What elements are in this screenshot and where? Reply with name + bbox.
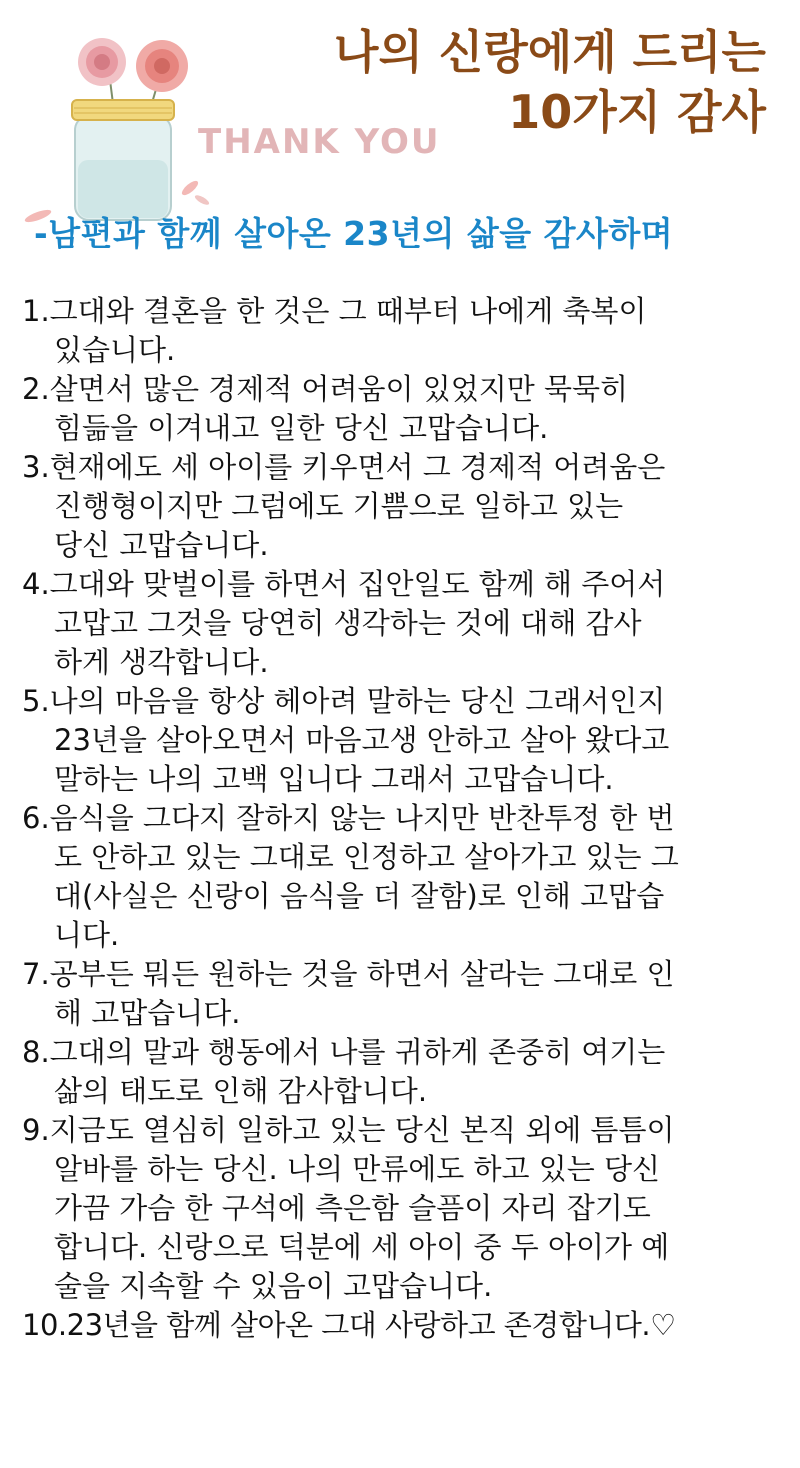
list-item	[22, 370, 782, 448]
list-item	[22, 1111, 782, 1306]
list-item-line: 10.23년을 함께 살아온 그대 사랑하고 존경합니다.♡	[22, 1308, 676, 1342]
list-item-line: 합니다. 신랑으로 덕분에 세 아이 중 두 아이가 예	[54, 1230, 670, 1264]
list-item-line: 2.살면서 많은 경제적 어려움이 있었지만 묵묵히	[22, 372, 629, 406]
flower-left	[78, 38, 126, 86]
list-item-line: 힘듦을 이겨내고 일한 당신 고맙습니다.	[54, 411, 549, 445]
list-item	[22, 565, 782, 682]
list-item	[22, 292, 782, 370]
list-item	[22, 799, 782, 955]
list-item-line: 고맙고 그것을 당연히 생각하는 것에 대해 감사	[54, 606, 642, 640]
list-item-line: 있습니다.	[54, 333, 176, 367]
page-title	[334, 22, 766, 142]
list-item-line: 4.그대와 맞벌이를 하면서 집안일도 함께 해 주어서	[22, 567, 666, 601]
list-item-line: 니다.	[54, 918, 120, 952]
list-item-line: 술을 지속할 수 있음이 고맙습니다.	[54, 1269, 493, 1303]
list-item-line: 당신 고맙습니다.	[54, 528, 269, 562]
list-item-line: 도 안하고 있는 그대로 인정하고 살아가고 있는 그	[54, 840, 679, 874]
title-line-2: 10가지 감사	[508, 85, 766, 139]
list-item-line: 진행형이지만 그럼에도 기쁨으로 일하고 있는	[54, 489, 624, 523]
list-item	[22, 682, 782, 799]
flower-right	[136, 40, 188, 92]
gratitude-list	[22, 292, 782, 1345]
header	[0, 0, 800, 270]
list-item-line: 삶의 태도로 인해 감사합니다.	[54, 1074, 428, 1108]
list-item-line: 하게 생각합니다.	[54, 645, 269, 679]
list-item-line: 6.음식을 그다지 잘하지 않는 나지만 반찬투정 한 번	[22, 801, 675, 835]
list-item	[22, 955, 782, 1033]
list-item-line: 말하는 나의 고백 입니다 그래서 고맙습니다.	[54, 762, 614, 796]
list-item-line: 1.그대와 결혼을 한 것은 그 때부터 나에게 축복이	[22, 294, 647, 328]
list-item	[22, 448, 782, 565]
list-item	[22, 1033, 782, 1111]
list-item-line: 대(사실은 신랑이 음식을 더 잘함)로 인해 고맙습	[54, 879, 665, 913]
list-item-line: 8.그대의 말과 행동에서 나를 귀하게 존중히 여기는	[22, 1035, 666, 1069]
list-item-line: 7.공부든 뭐든 원하는 것을 하면서 살라는 그대로 인	[22, 957, 675, 991]
subtitle: -남편과 함께 살아온 23년의 삶을 감사하며	[34, 214, 674, 253]
thank-you-text: THANK YOU	[198, 122, 441, 162]
list-item-line: 가끔 가슴 한 구석에 측은함 슬픔이 자리 잡기도	[54, 1191, 651, 1225]
list-item-line: 23년을 살아오면서 마음고생 안하고 살아 왔다고	[54, 723, 670, 757]
list-item-line: 알바를 하는 당신. 나의 만류에도 하고 있는 당신	[54, 1152, 661, 1186]
title-line-1: 나의 신랑에게 드리는	[334, 25, 766, 79]
list-item-line: 9.지금도 열심히 일하고 있는 당신 본직 외에 틈틈이	[22, 1113, 675, 1147]
list-item-line: 5.나의 마음을 항상 헤아려 말하는 당신 그래서인지	[22, 684, 666, 718]
list-item-line: 해 고맙습니다.	[54, 996, 241, 1030]
list-item-line: 3.현재에도 세 아이를 키우면서 그 경제적 어려움은	[22, 450, 666, 484]
list-item	[22, 1306, 782, 1345]
